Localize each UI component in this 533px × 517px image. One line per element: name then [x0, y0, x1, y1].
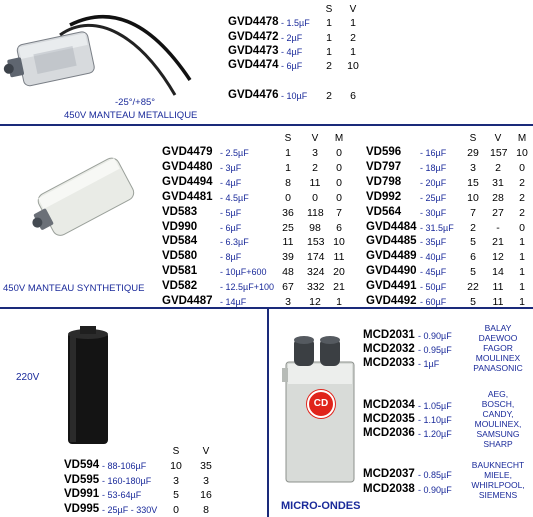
- mid-right-row-m: 1: [519, 266, 525, 278]
- mid-right-row-value: - 25µF: [420, 193, 447, 203]
- mid-left-row-s: 36: [282, 207, 294, 219]
- microwave-caption: MICRO-ONDES: [281, 500, 361, 512]
- mid-right-row-m: 2: [519, 177, 525, 189]
- mid-left-row-code: GVD4494: [162, 176, 213, 188]
- top-row-code: GVD4472: [228, 31, 279, 43]
- mid-right-row-s: 29: [467, 147, 479, 159]
- mid-right-row-v: 2: [495, 162, 501, 174]
- mid-left-row-code: VD582: [162, 280, 198, 292]
- mid-right-row-value: - 30µF: [420, 208, 447, 218]
- mid-right-header-s: S: [469, 133, 477, 144]
- microwave-row-value: - 1.20µF: [418, 429, 452, 439]
- mid-left-row-s: 0: [285, 192, 291, 204]
- top-header-v: V: [349, 4, 357, 15]
- mid-right-row-s: 22: [467, 281, 479, 293]
- mid-right-row-m: 1: [519, 251, 525, 263]
- metal-section-caption: 450V MANTEAU METALLIQUE: [64, 110, 198, 121]
- mid-right-row-code: GVD4489: [366, 250, 417, 262]
- mid-left-row-code: VD581: [162, 265, 198, 277]
- bl-row-code: VD991: [64, 488, 100, 500]
- mid-left-row-code: VD583: [162, 206, 198, 218]
- synthetic-capacitor-image: [20, 148, 145, 253]
- brand-label: SHARP: [483, 439, 513, 449]
- mid-right-row-value: - 60µF: [420, 297, 447, 307]
- brand-label: CANDY,: [482, 409, 514, 419]
- bl-row-code: VD595: [64, 474, 100, 486]
- top-row-code: GVD4473: [228, 45, 279, 57]
- top-row-value: - 6µF: [281, 61, 303, 71]
- brand-label: AEG,: [487, 389, 509, 399]
- bl-row-v: 35: [200, 460, 212, 472]
- mid-left-row-code: GVD4480: [162, 161, 213, 173]
- mid-left-row-value: - 3µF: [220, 163, 242, 173]
- mid-left-row-m: 11: [333, 251, 345, 263]
- brand-label: BAUKNECHT: [471, 460, 525, 470]
- mid-left-row-value: - 4.5µF: [220, 193, 249, 203]
- mid-left-row-value: - 4µF: [220, 178, 242, 188]
- voltage-label: 220V: [16, 372, 40, 383]
- top-header-s: S: [325, 4, 333, 15]
- top-row-v: 10: [347, 60, 359, 72]
- mid-left-row-s: 25: [282, 222, 294, 234]
- bl-row-code: VD594: [64, 459, 100, 471]
- top-separator: [0, 124, 533, 126]
- mid-left-row-s: 3: [285, 296, 291, 308]
- mid-left-row-s: 1: [285, 162, 291, 174]
- mid-right-row-code: GVD4484: [366, 221, 417, 233]
- mid-right-row-code: GVD4492: [366, 295, 417, 307]
- bl-header-v: V: [202, 446, 210, 457]
- brand-label: MOULINEX: [475, 353, 521, 363]
- bl-header-s: S: [172, 446, 180, 457]
- mid-right-row-s: 6: [470, 251, 476, 263]
- microwave-row-value: - 0.90µF: [418, 485, 452, 495]
- microwave-row-value: - 1.05µF: [418, 401, 452, 411]
- mid-left-row-m: 10: [333, 236, 345, 248]
- mid-right-row-m: 10: [516, 147, 528, 159]
- mid-right-row-code: VD564: [366, 206, 402, 218]
- mid-right-row-m: 1: [519, 236, 525, 248]
- microwave-row-code: MCD2035: [363, 413, 415, 425]
- mid-left-row-value: - 10µF+600: [220, 267, 267, 277]
- mid-left-row-m: 0: [336, 147, 342, 159]
- mid-left-row-v: 118: [307, 207, 324, 219]
- mid-right-row-v: 27: [492, 207, 504, 219]
- brand-label: SAMSUNG: [476, 429, 520, 439]
- mid-left-row-value: - 6µF: [220, 223, 242, 233]
- bl-row-v: 16: [200, 489, 212, 501]
- microwave-row-value: - 1.10µF: [418, 415, 452, 425]
- cd-badge: [307, 390, 335, 418]
- mid-left-row-code: VD990: [162, 221, 198, 233]
- bl-row-value: - 88-106µF: [102, 461, 147, 471]
- mid-left-row-m: 0: [336, 177, 342, 189]
- mid-left-row-m: 21: [333, 281, 345, 293]
- mid-right-row-m: 2: [519, 192, 525, 204]
- microwave-row-code: MCD2033: [363, 357, 415, 369]
- brand-label: PANASONIC: [473, 363, 523, 373]
- mid-left-row-value: - 14µF: [220, 297, 247, 307]
- mid-right-row-s: 7: [470, 207, 476, 219]
- top-row-s: 1: [326, 46, 332, 58]
- mid-left-row-s: 48: [282, 266, 294, 278]
- mid-right-row-v: 31: [492, 177, 504, 189]
- mid-right-row-m: 1: [519, 281, 525, 293]
- mid-left-row-value: - 5µF: [220, 208, 242, 218]
- mid-right-row-v: 157: [490, 147, 508, 159]
- mid-right-row-s: 5: [470, 296, 476, 308]
- mid-left-row-code: GVD4479: [162, 146, 213, 158]
- synthetic-section-caption: 450V MANTEAU SYNTHETIQUE: [3, 283, 145, 294]
- microwave-row-code: MCD2032: [363, 343, 415, 355]
- bl-row-s: 0: [173, 504, 179, 516]
- mid-right-row-value: - 18µF: [420, 163, 447, 173]
- top-row-s: 1: [326, 17, 332, 29]
- bl-row-value: - 160-180µF: [102, 476, 152, 486]
- top-row-value: - 10µF: [281, 91, 308, 101]
- mid-right-row-m: 0: [519, 162, 525, 174]
- microwave-row-value: - 0.85µF: [418, 470, 452, 480]
- mid-left-row-m: 0: [336, 192, 342, 204]
- brand-label: MIELE,: [484, 470, 512, 480]
- mid-left-row-v: 12: [309, 296, 321, 308]
- mid-right-row-value: - 40µF: [420, 252, 447, 262]
- mid-left-row-v: 324: [307, 266, 325, 278]
- mid-right-header-v: V: [494, 133, 502, 144]
- mid-right-row-m: 2: [519, 207, 525, 219]
- mid-left-row-s: 8: [285, 177, 291, 189]
- mid-left-row-m: 20: [333, 266, 345, 278]
- mid-left-row-value: - 2.5µF: [220, 148, 249, 158]
- mid-right-row-s: 3: [470, 162, 476, 174]
- top-row-v: 2: [350, 32, 356, 44]
- mid-left-row-m: 7: [336, 207, 342, 219]
- mid-left-row-v: 11: [309, 177, 321, 189]
- mid-right-row-code: GVD4490: [366, 265, 417, 277]
- bl-row-value: - 53-64µF: [102, 490, 142, 500]
- mid-right-row-m: 0: [519, 222, 525, 234]
- bl-row-s: 3: [173, 475, 179, 487]
- mid-right-row-value: - 16µF: [420, 148, 447, 158]
- microwave-row-value: - 0.95µF: [418, 345, 452, 355]
- mid-right-row-v: 11: [492, 281, 504, 293]
- mid-left-row-code: GVD4487: [162, 295, 213, 307]
- top-row-v: 6: [350, 90, 356, 102]
- mid-left-row-code: VD584: [162, 235, 198, 247]
- mid-left-row-v: 98: [309, 222, 321, 234]
- brand-label: SIEMENS: [478, 490, 518, 500]
- cd-badge-label: CD: [313, 398, 329, 409]
- mid-left-row-s: 67: [282, 281, 294, 293]
- mid-left-row-v: 174: [307, 251, 325, 263]
- mid-left-header-s: S: [284, 133, 292, 144]
- mid-left-row-s: 11: [282, 236, 294, 248]
- mid-left-row-code: VD580: [162, 250, 198, 262]
- microwave-row-value: - 0.90µF: [418, 331, 452, 341]
- mid-right-row-s: 5: [470, 266, 476, 278]
- mid-left-row-v: 332: [307, 281, 325, 293]
- bl-row-value: - 25µF - 330V: [102, 505, 158, 515]
- top-row-v: 1: [350, 17, 356, 29]
- top-row-value: - 1.5µF: [281, 18, 310, 28]
- mid-left-header-m: M: [334, 133, 344, 144]
- top-row-s: 1: [326, 32, 332, 44]
- mid-right-row-m: 1: [519, 296, 525, 308]
- mid-left-row-m: 1: [336, 296, 342, 308]
- mid-right-row-v: 14: [492, 266, 504, 278]
- top-row-code: GVD4478: [228, 16, 279, 28]
- top-row-code: GVD4474: [228, 59, 279, 71]
- mid-left-row-m: 0: [336, 162, 342, 174]
- mid-left-row-value: - 6.3µF: [220, 237, 249, 247]
- mid-left-row-m: 6: [336, 222, 342, 234]
- mid-left-header-v: V: [311, 133, 319, 144]
- mid-right-row-code: VD797: [366, 161, 402, 173]
- mid-left-row-v: 3: [312, 147, 318, 159]
- brand-label: WHIRLPOOL,: [471, 480, 525, 490]
- mid-left-row-code: GVD4481: [162, 191, 213, 203]
- microwave-row-code: MCD2037: [363, 468, 415, 480]
- bl-row-s: 10: [170, 460, 182, 472]
- brand-label: BALAY: [484, 323, 512, 333]
- top-row-s: 2: [326, 90, 332, 102]
- mid-right-row-v: -: [496, 222, 500, 234]
- mid-right-row-s: 5: [470, 236, 476, 248]
- mid-left-row-v: 0: [312, 192, 318, 204]
- brand-label: BOSCH,: [481, 399, 515, 409]
- black-capacitor-image: [64, 326, 114, 448]
- top-row-code: GVD4476: [228, 89, 279, 101]
- mid-left-row-v: 153: [307, 236, 325, 248]
- mid-left-row-value: - 12.5µF+100: [220, 282, 274, 292]
- microwave-row-value: - 1µF: [418, 359, 440, 369]
- mid-left-row-v: 2: [312, 162, 318, 174]
- mid-right-row-v: 28: [492, 192, 504, 204]
- mid-right-row-value: - 31.5µF: [420, 223, 454, 233]
- bl-row-v: 8: [203, 504, 209, 516]
- mid-right-row-code: VD596: [366, 146, 402, 158]
- mid-left-row-s: 1: [285, 147, 291, 159]
- top-row-s: 2: [326, 60, 332, 72]
- mid-right-row-s: 15: [467, 177, 479, 189]
- microwave-row-code: MCD2034: [363, 399, 415, 411]
- mid-right-header-m: M: [517, 133, 527, 144]
- top-row-value: - 4µF: [281, 47, 303, 57]
- temperature-caption: -25°/+85°: [115, 97, 156, 108]
- microwave-row-code: MCD2031: [363, 329, 415, 341]
- mid-right-row-v: 12: [492, 251, 504, 263]
- top-row-v: 1: [350, 46, 356, 58]
- mid-right-row-v: 11: [492, 296, 504, 308]
- mid-right-row-code: GVD4485: [366, 235, 417, 247]
- mid-left-row-s: 39: [282, 251, 294, 263]
- microwave-row-code: MCD2038: [363, 483, 415, 495]
- mid-right-row-s: 2: [470, 222, 476, 234]
- brand-label: DAEWOO: [478, 333, 518, 343]
- mid-left-row-value: - 8µF: [220, 252, 242, 262]
- top-row-value: - 2µF: [281, 33, 303, 43]
- mid-right-row-code: VD992: [366, 191, 402, 203]
- vertical-separator: [267, 309, 269, 517]
- microwave-row-code: MCD2036: [363, 427, 415, 439]
- mid-right-row-code: GVD4491: [366, 280, 417, 292]
- mid-right-row-value: - 45µF: [420, 267, 447, 277]
- mid-right-row-value: - 20µF: [420, 178, 447, 188]
- mid-right-row-v: 21: [492, 236, 504, 248]
- mid-right-row-s: 10: [467, 192, 479, 204]
- mid-right-row-value: - 35µF: [420, 237, 447, 247]
- bl-row-s: 5: [173, 489, 179, 501]
- brand-label: MOULINEX,: [474, 419, 522, 429]
- bl-row-v: 3: [203, 475, 209, 487]
- metal-capacitor-image: [0, 0, 200, 110]
- mid-right-row-value: - 50µF: [420, 282, 447, 292]
- bl-row-code: VD995: [64, 503, 100, 515]
- mid-right-row-code: VD798: [366, 176, 402, 188]
- brand-label: FAGOR: [483, 343, 513, 353]
